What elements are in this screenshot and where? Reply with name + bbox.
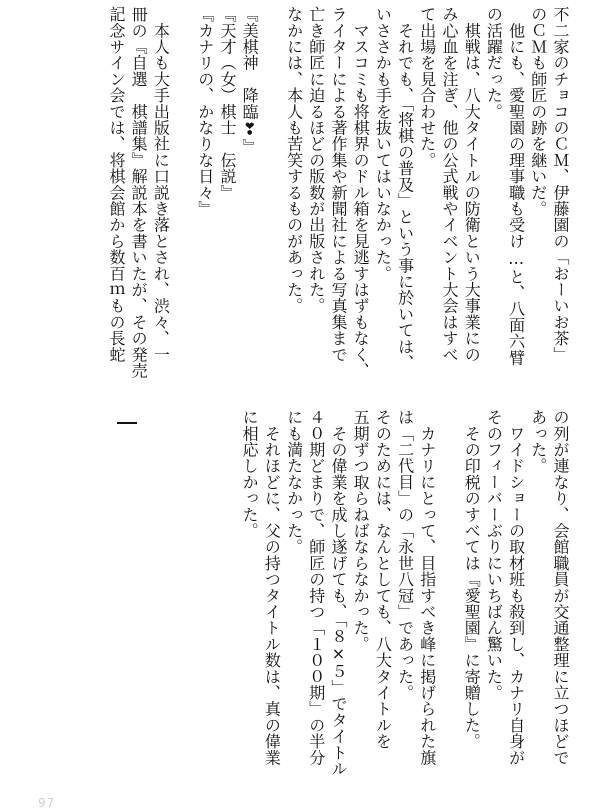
page-number: 97 xyxy=(38,796,56,810)
novel-text-upper: 不二家のチョコのＣＭ、伊藤園の「おーいお茶」 のＣＭも師匠の跡を継いだ。 他にも、愛聖園の理事職も受け…と、八面六臂 の活躍だった。 棋戦は、八大タイトルの防衛という大事業にの み心血を注ぎ、他の公式戦やイベント大会はすべ て出場を見合わせた。 それでも、「将棋の普及」という事に於いては、 いささかも手を抜いてはいなかった。 マスコミも将棋界のドル箱を見逃すはずもなく、 ライターによる著作集や新聞社による写真集まで 亡き師匠に迫るほどの版数が出版された。 なかには、本人も苦笑するものがあった。 『美棋神 降臨❣』 『天才（女）棋士 伝説』 『カナリの、かなりな日々』 本人も大手出版社に口説き落とされ、渋々、一 冊の『自選 棋譜集』解説本を書いたが、その発売 記念サイン会では、将棋会館から数百ｍもの長蛇 xyxy=(106,6,570,379)
novel-text-lower: の列が連なり、会館職員が交通整理に立つほどで あった。 ワイドショーの取材班も殺到し、カナリ自身が そのフィーバーぶりにいちばん驚いた。 その印税のすべては『愛聖園』に寄贈した。 カナリにとって、目指すべき峰に掲げられた旗 は「二代目」の「永世八冠」であった。 そのためには、なんとしても、八大タイトルを 五期ずつ取らねばならなかった。 その偉業を成し遂げても、「８×５」でタイトル ４０期どまりで、師匠の持つ「１００期」の半分 にも満たなかった。 それほどに、父の持つタイトル数は、真の偉業 に相応しかった。 xyxy=(240,409,570,777)
scene-break-dash xyxy=(117,422,137,424)
